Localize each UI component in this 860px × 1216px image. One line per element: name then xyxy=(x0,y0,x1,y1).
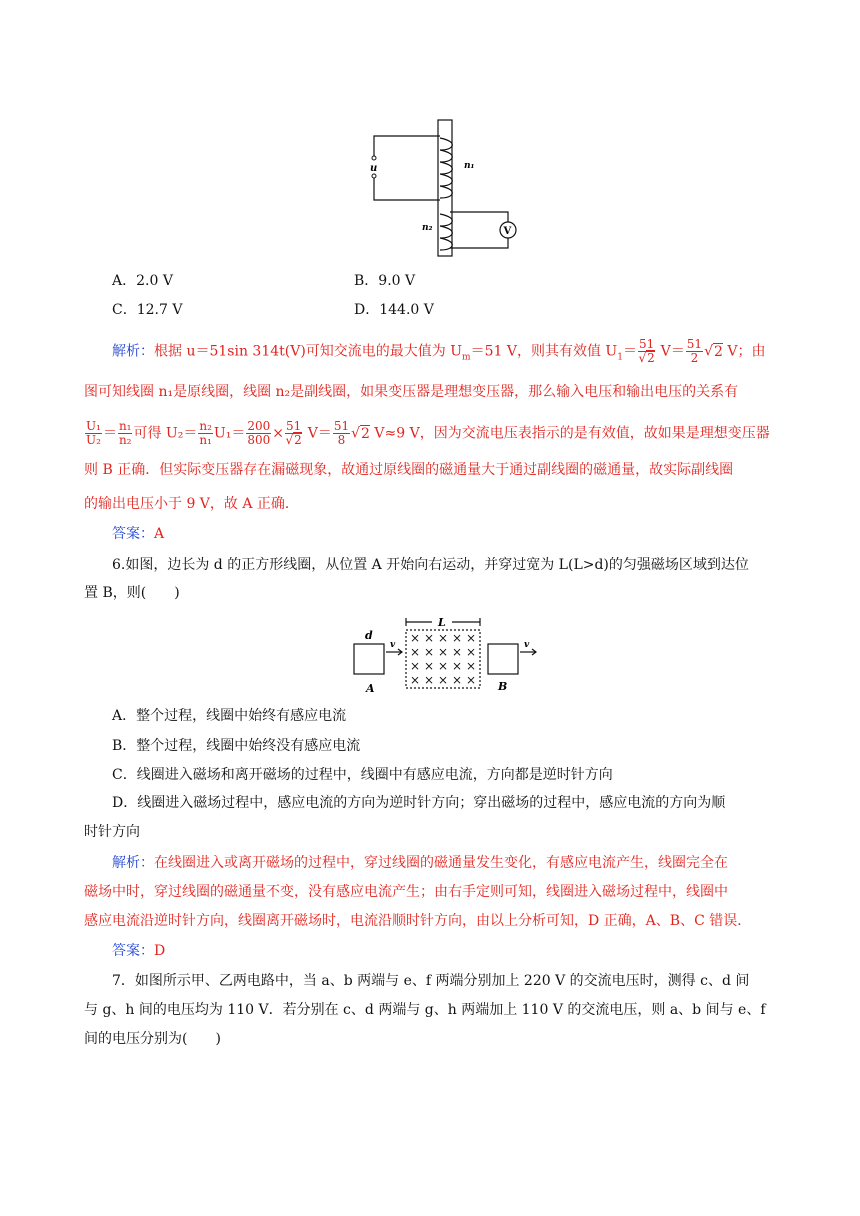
label-u: u xyxy=(370,163,378,174)
q6-stem-line-1: 6.如图，边长为 d 的正方形线圈，从位置 A 开始向右运动，并穿过宽为 L(L>d)的匀强磁场区域到达位 xyxy=(112,557,749,573)
q5-option-c: C．12.7 V xyxy=(112,302,183,318)
q6-analysis-line-2: 磁场中时，穿过线圈的磁通量不变，没有感应电流产生；由右手定则可知，线圈进入磁场过程中，线圈中 xyxy=(84,884,728,900)
field-cross: × xyxy=(466,631,477,645)
field-cross: × xyxy=(466,673,477,687)
field-cross: × xyxy=(438,631,449,645)
q5-analysis-line-5: 的输出电压小于 9 V，故 A 正确． xyxy=(84,496,299,512)
q6-option-c: C．线圈进入磁场和离开磁场的过程中，线圈中有感应电流，方向都是逆时针方向 xyxy=(112,767,613,783)
q5-analysis-line-2: 图可知线圈 n₁是原线圈，线圈 n₂是副线圈，如果变压器是理想变压器，那么输入电压和输出电压的关系有 xyxy=(84,384,739,400)
field-cross: × xyxy=(410,631,421,645)
field-cross: × xyxy=(410,673,421,687)
q6-analysis-line-1: 解析：在线圈进入或离开磁场的过程中，穿过线圈的磁通量发生变化，有感应电流产生，线圈完全在 xyxy=(112,855,728,871)
q6-option-d-line-2: 时针方向 xyxy=(84,824,140,840)
transformer-figure xyxy=(360,118,520,266)
label-v: V xyxy=(503,226,512,237)
field-cross: × xyxy=(438,645,449,659)
q6-option-a: A．整个过程，线圈中始终有感应电流 xyxy=(112,708,347,724)
analysis-label: 解析： xyxy=(112,343,154,360)
field-cross: × xyxy=(410,645,421,659)
field-cross: × xyxy=(452,659,463,673)
q5-analysis-line-3: $\frac{\text{U₁}}{\text{U₂}}$ ＝ $\frac{\text{n₁}}{\text{n₂}}$ 可得 U₂＝ $\frac{\text{n₂}}{\text{n₁}}$ U₁＝ $\frac{200}{800}$ × $\frac{51}{√2}$ V＝ $\frac{51}{8}$ √2 V≈9 V，因为交流电压表指示的是有效值，故如果是理想变压器 xyxy=(86,419,770,447)
q6-analysis-line-3: 感应电流沿逆时针方向，线圈离开磁场时，电流沿顺时针方向，由以上分析可知，D 正确，A、B、C 错误． xyxy=(84,913,752,929)
q5-analysis-line-1: 解析：根据 u＝51sin 314t(V)可知交流电的最大值为 $U_m=51$ V，则其有效值 $U_1=$ $\frac{51}{√2}$ V＝ $\frac{51}{2}$ √2 V；由 xyxy=(112,337,766,365)
label-n1: n₁ xyxy=(464,161,475,171)
q5-option-a: A．2.0 V xyxy=(112,273,173,289)
field-cross: × xyxy=(452,673,463,687)
q7-line-1: 7．如图所示甲、乙两电路中，当 a、b 两端与 e、f 两端分别加上 220 V 的交流电压时，测得 c、d 间 xyxy=(112,973,750,989)
field-cross: × xyxy=(424,631,435,645)
q6-option-d-line-1: D．线圈进入磁场过程中，感应电流的方向为逆时针方向；穿出磁场的过程中，感应电流的方向为顺 xyxy=(112,795,726,811)
q7-line-3: 间的电压分别为( ) xyxy=(84,1031,221,1047)
field-cross: × xyxy=(438,673,449,687)
q5-option-b: B．9.0 V xyxy=(354,273,416,289)
q6-answer: 答案：D xyxy=(112,943,166,959)
fraction: $\frac{51}{√2}$ xyxy=(638,337,655,365)
field-cross: × xyxy=(438,659,449,673)
field-cross: × xyxy=(452,631,463,645)
field-cross: × xyxy=(424,645,435,659)
q5-option-d: D．144.0 V xyxy=(354,302,434,318)
field-cross: × xyxy=(410,659,421,673)
q5-analysis-line-4: 则 B 正确．但实际变压器存在漏磁现象，故通过原线圈的磁通量大于通过副线圈的磁通量，故实际副线圈 xyxy=(84,462,734,478)
q5-answer: 答案：A xyxy=(112,526,165,542)
q6-stem-line-2: 置 B，则( ) xyxy=(84,585,180,601)
q7-line-2: 与 g、h 间的电压均为 110 V．若分别在 c、d 两端与 g、h 两端加上 110 V 的交流电压，则 a、b 间与 e、f xyxy=(84,1002,766,1018)
label-B: B xyxy=(498,680,508,693)
label-n2: n₂ xyxy=(422,223,433,233)
label-A: A xyxy=(366,682,375,695)
field-cross: × xyxy=(466,645,477,659)
label-v2: v xyxy=(524,640,530,650)
label-v1: v xyxy=(390,640,396,650)
label-d: d xyxy=(365,629,373,642)
field-cross: × xyxy=(452,645,463,659)
magnetic-field-figure xyxy=(348,612,548,696)
fraction: $\frac{51}{2}$ xyxy=(686,337,703,365)
field-cross: × xyxy=(466,659,477,673)
label-L: L xyxy=(438,616,446,629)
field-cross: × xyxy=(424,673,435,687)
field-cross: × xyxy=(424,659,435,673)
q6-option-b: B．整个过程，线圈中始终没有感应电流 xyxy=(112,738,361,754)
